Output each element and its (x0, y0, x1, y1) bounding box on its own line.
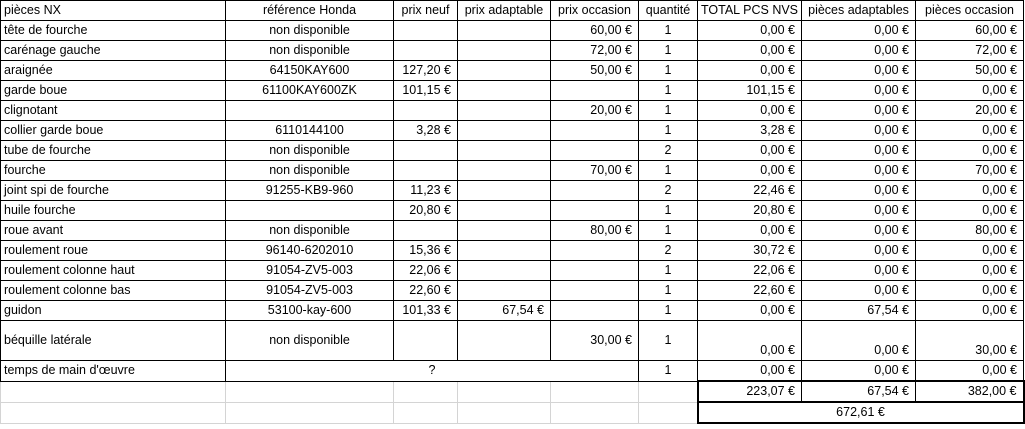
cell-occ[interactable]: 60,00 € (551, 21, 639, 41)
cell-ref[interactable]: non disponible (226, 161, 394, 181)
cell-ref[interactable] (226, 101, 394, 121)
total-used-parts[interactable]: 382,00 € (916, 381, 1024, 402)
cell-pocc[interactable]: 72,00 € (916, 41, 1024, 61)
cell-neuf[interactable] (394, 141, 458, 161)
cell-tot[interactable]: 0,00 € (698, 101, 802, 121)
table-row (1, 41, 1024, 61)
cell-padapt[interactable]: 67,54 € (802, 301, 916, 321)
cell-occ[interactable] (551, 241, 639, 261)
cell-occ[interactable] (551, 201, 639, 221)
cell-name[interactable]: roulement colonne haut (1, 261, 226, 281)
table-row (1, 181, 1024, 201)
cell-occ[interactable] (551, 141, 639, 161)
cell-name[interactable]: tube de fourche (1, 141, 226, 161)
cell-neuf[interactable]: 3,28 € (394, 121, 458, 141)
cell-qty[interactable]: 1 (639, 121, 698, 141)
cell-adapt[interactable] (458, 261, 551, 281)
empty-cell[interactable] (394, 402, 458, 423)
header-cell[interactable]: pièces occasion (916, 1, 1024, 21)
cell-name[interactable]: clignotant (1, 101, 226, 121)
cell-occ[interactable] (551, 281, 639, 301)
cell-neuf[interactable]: 127,20 € (394, 61, 458, 81)
cell-qty[interactable]: 2 (639, 241, 698, 261)
totals-row (1, 381, 1024, 402)
cell-pocc[interactable]: 0,00 € (916, 121, 1024, 141)
cell-ref[interactable]: 91255-KB9-960 (226, 181, 394, 201)
cell-ref[interactable] (226, 201, 394, 221)
cell-qty[interactable]: 1 (639, 201, 698, 221)
cell-pocc[interactable]: 80,00 € (916, 221, 1024, 241)
cell-neuf[interactable] (394, 161, 458, 181)
header-cell[interactable]: quantité (639, 1, 698, 21)
header-row (1, 1, 1024, 21)
cell-adapt[interactable] (458, 181, 551, 201)
cell-padapt[interactable]: 0,00 € (802, 161, 916, 181)
cell-adapt[interactable] (458, 141, 551, 161)
cell-adapt[interactable] (458, 221, 551, 241)
cell-occ[interactable]: 72,00 € (551, 41, 639, 61)
cell-tot[interactable]: 22,06 € (698, 261, 802, 281)
cell-padapt[interactable]: 0,00 € (802, 201, 916, 221)
total-new-parts[interactable]: 223,07 € (698, 381, 802, 402)
cell-ref[interactable]: non disponible (226, 41, 394, 61)
cell-name[interactable]: huile fourche (1, 201, 226, 221)
header-cell[interactable]: référence Honda (226, 1, 394, 21)
table-body (1, 1, 1024, 424)
cell-tot[interactable]: 0,00 € (698, 21, 802, 41)
cell-name[interactable]: fourche (1, 161, 226, 181)
cell-qty[interactable]: 1 (639, 221, 698, 241)
cell-pocc[interactable]: 60,00 € (916, 21, 1024, 41)
cell-neuf[interactable] (394, 21, 458, 41)
cell-adapt[interactable] (458, 41, 551, 61)
table-row (1, 221, 1024, 241)
cell-ref[interactable]: 64150KAY600 (226, 61, 394, 81)
cell-adapt[interactable] (458, 201, 551, 221)
empty-cell[interactable] (639, 402, 698, 423)
empty-cell[interactable] (226, 381, 394, 402)
cell-qty[interactable]: 1 (639, 41, 698, 61)
cell-adapt[interactable] (458, 121, 551, 141)
cell-qty[interactable]: 1 (639, 361, 698, 382)
cell-padapt[interactable]: 0,00 € (802, 181, 916, 201)
cell-qty[interactable]: 1 (639, 101, 698, 121)
cell-adapt[interactable] (458, 281, 551, 301)
cell-pocc[interactable]: 0,00 € (916, 201, 1024, 221)
cell-neuf[interactable]: 22,60 € (394, 281, 458, 301)
header-cell[interactable]: prix occasion (551, 1, 639, 21)
empty-cell[interactable] (226, 402, 394, 423)
cell-name[interactable]: joint spi de fourche (1, 181, 226, 201)
cell-neuf[interactable]: 101,33 € (394, 301, 458, 321)
cell-neuf[interactable]: 22,06 € (394, 261, 458, 281)
cell-ref[interactable]: non disponible (226, 321, 394, 361)
cell-name[interactable]: tête de fourche (1, 21, 226, 41)
table-row (1, 201, 1024, 221)
cell-pocc[interactable]: 50,00 € (916, 61, 1024, 81)
cell-tot[interactable]: 0,00 € (698, 161, 802, 181)
cell-tot[interactable]: 3,28 € (698, 121, 802, 141)
cell-tot[interactable]: 0,00 € (698, 221, 802, 241)
cell-tot[interactable]: 0,00 € (698, 361, 802, 382)
table-row (1, 141, 1024, 161)
cell-pocc[interactable]: 70,00 € (916, 161, 1024, 181)
total-adaptable-parts[interactable]: 67,54 € (802, 381, 916, 402)
cell-tot[interactable]: 22,60 € (698, 281, 802, 301)
cell-occ[interactable]: 80,00 € (551, 221, 639, 241)
cell-occ[interactable]: 20,00 € (551, 101, 639, 121)
cell-tot[interactable]: 0,00 € (698, 301, 802, 321)
labor-row (1, 361, 1024, 382)
empty-cell[interactable] (551, 381, 639, 402)
cell-adapt[interactable] (458, 61, 551, 81)
empty-cell[interactable] (639, 381, 698, 402)
cell-pocc[interactable]: 30,00 € (916, 321, 1024, 361)
cell-padapt[interactable]: 0,00 € (802, 261, 916, 281)
cell-padapt[interactable]: 0,00 € (802, 81, 916, 101)
cell-merged-price[interactable]: ? (226, 361, 639, 382)
cell-padapt[interactable]: 0,00 € (802, 21, 916, 41)
cell-padapt[interactable]: 0,00 € (802, 241, 916, 261)
cell-qty[interactable]: 1 (639, 281, 698, 301)
table-row (1, 121, 1024, 141)
cell-pocc[interactable]: 0,00 € (916, 261, 1024, 281)
cell-ref[interactable]: non disponible (226, 221, 394, 241)
cell-tot[interactable]: 30,72 € (698, 241, 802, 261)
empty-cell[interactable] (551, 402, 639, 423)
cell-padapt[interactable]: 0,00 € (802, 321, 916, 361)
table-row (1, 301, 1024, 321)
cell-padapt[interactable]: 0,00 € (802, 361, 916, 382)
cell-pocc[interactable]: 0,00 € (916, 361, 1024, 382)
cell-tot[interactable]: 0,00 € (698, 321, 802, 361)
cell-occ[interactable]: 50,00 € (551, 61, 639, 81)
cell-name[interactable]: roue avant (1, 221, 226, 241)
table-row (1, 241, 1024, 261)
cell-tot[interactable]: 0,00 € (698, 61, 802, 81)
empty-cell[interactable] (458, 381, 551, 402)
cell-qty[interactable]: 1 (639, 21, 698, 41)
header-cell[interactable]: TOTAL PCS NVS (698, 1, 802, 21)
cell-padapt[interactable]: 0,00 € (802, 61, 916, 81)
cell-name[interactable]: carénage gauche (1, 41, 226, 61)
cell-qty[interactable]: 1 (639, 261, 698, 281)
cell-occ[interactable] (551, 181, 639, 201)
cell-name[interactable]: temps de main d'œuvre (1, 361, 226, 382)
cell-qty[interactable]: 1 (639, 321, 698, 361)
cell-qty[interactable]: 1 (639, 301, 698, 321)
cell-ref[interactable]: 53100-kay-600 (226, 301, 394, 321)
cell-neuf[interactable] (394, 221, 458, 241)
empty-cell[interactable] (458, 402, 551, 423)
cell-ref[interactable]: 6110144100 (226, 121, 394, 141)
empty-cell[interactable] (1, 381, 226, 402)
cell-ref[interactable]: non disponible (226, 21, 394, 41)
header-cell[interactable]: prix adaptable (458, 1, 551, 21)
cell-neuf[interactable]: 15,36 € (394, 241, 458, 261)
cell-name[interactable]: collier garde boue (1, 121, 226, 141)
cell-adapt[interactable] (458, 241, 551, 261)
cell-adapt[interactable] (458, 161, 551, 181)
cell-tot[interactable]: 22,46 € (698, 181, 802, 201)
cell-ref[interactable]: 96140-6202010 (226, 241, 394, 261)
cell-pocc[interactable]: 0,00 € (916, 241, 1024, 261)
cell-name[interactable]: béquille latérale (1, 321, 226, 361)
cell-ref[interactable]: 61100KAY600ZK (226, 81, 394, 101)
cell-neuf[interactable] (394, 41, 458, 61)
grand-total[interactable]: 672,61 € (698, 402, 1024, 423)
cell-occ[interactable] (551, 81, 639, 101)
cell-padapt[interactable]: 0,00 € (802, 41, 916, 61)
cell-neuf[interactable]: 11,23 € (394, 181, 458, 201)
cell-adapt[interactable] (458, 81, 551, 101)
cell-qty[interactable]: 1 (639, 81, 698, 101)
cell-padapt[interactable]: 0,00 € (802, 101, 916, 121)
table-row (1, 321, 1024, 361)
cell-neuf[interactable] (394, 321, 458, 361)
cell-ref[interactable]: 91054-ZV5-003 (226, 281, 394, 301)
grand-total-row (1, 402, 1024, 423)
cell-name[interactable]: roulement colonne bas (1, 281, 226, 301)
table-row (1, 61, 1024, 81)
empty-cell[interactable] (394, 381, 458, 402)
table-row (1, 161, 1024, 181)
cell-qty[interactable]: 2 (639, 141, 698, 161)
table-row (1, 261, 1024, 281)
cell-padapt[interactable]: 0,00 € (802, 121, 916, 141)
table-row (1, 281, 1024, 301)
empty-cell[interactable] (1, 402, 226, 423)
cell-occ[interactable]: 30,00 € (551, 321, 639, 361)
cell-name[interactable]: garde boue (1, 81, 226, 101)
cell-occ[interactable] (551, 121, 639, 141)
cell-pocc[interactable]: 0,00 € (916, 81, 1024, 101)
cell-tot[interactable]: 101,15 € (698, 81, 802, 101)
cell-padapt[interactable]: 0,00 € (802, 221, 916, 241)
cell-occ[interactable] (551, 301, 639, 321)
cell-pocc[interactable]: 0,00 € (916, 181, 1024, 201)
table-row (1, 21, 1024, 41)
cell-occ[interactable]: 70,00 € (551, 161, 639, 181)
cell-neuf[interactable] (394, 101, 458, 121)
header-cell[interactable]: pièces adaptables (802, 1, 916, 21)
cell-adapt[interactable] (458, 101, 551, 121)
cell-ref[interactable]: 91054-ZV5-003 (226, 261, 394, 281)
cell-qty[interactable]: 1 (639, 61, 698, 81)
cell-padapt[interactable]: 0,00 € (802, 141, 916, 161)
cell-padapt[interactable]: 0,00 € (802, 281, 916, 301)
cell-neuf[interactable]: 20,80 € (394, 201, 458, 221)
cell-pocc[interactable]: 0,00 € (916, 281, 1024, 301)
cell-qty[interactable]: 1 (639, 161, 698, 181)
cell-tot[interactable]: 20,80 € (698, 201, 802, 221)
header-cell[interactable]: pièces NX (1, 1, 226, 21)
cell-adapt[interactable] (458, 21, 551, 41)
cell-pocc[interactable]: 0,00 € (916, 301, 1024, 321)
cell-tot[interactable]: 0,00 € (698, 41, 802, 61)
table-row (1, 101, 1024, 121)
cell-adapt[interactable] (458, 321, 551, 361)
cell-neuf[interactable]: 101,15 € (394, 81, 458, 101)
cell-name[interactable]: roulement roue (1, 241, 226, 261)
cell-occ[interactable] (551, 261, 639, 281)
cell-name[interactable]: araignée (1, 61, 226, 81)
cell-qty[interactable]: 2 (639, 181, 698, 201)
header-cell[interactable]: prix neuf (394, 1, 458, 21)
cell-adapt[interactable]: 67,54 € (458, 301, 551, 321)
cell-pocc[interactable]: 20,00 € (916, 101, 1024, 121)
cell-tot[interactable]: 0,00 € (698, 141, 802, 161)
cell-name[interactable]: guidon (1, 301, 226, 321)
cell-ref[interactable]: non disponible (226, 141, 394, 161)
table-row (1, 81, 1024, 101)
cell-pocc[interactable]: 0,00 € (916, 141, 1024, 161)
